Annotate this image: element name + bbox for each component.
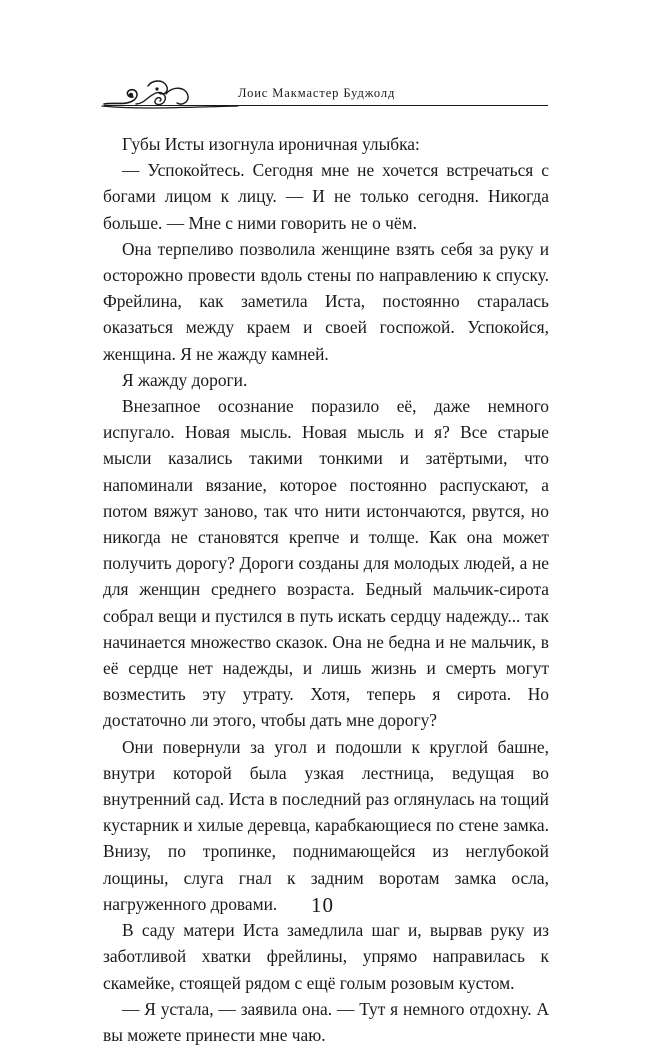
paragraph: — Я устала, — заявила она. — Тут я немного отдохну. А вы можете принести мне чаю. [103,998,549,1045]
page-number: 10 [311,893,334,917]
paragraph: — Успокойтесь. Сегодня мне не хочется встречаться с богами лицом к лицу. — И не только сегодня. Никогда больше. — Мне с ними говорить не о чём. [103,160,549,233]
paragraph: Она терпеливо позволила женщине взять себя за руку и осторожно провести вдоль стены по направлению к спуску. Фрейлина, как заметила Иста, постоянно старалась оказаться между краем и своей госпожой. Успокойся, женщина. Я не жажду камней. [103,238,549,364]
header-rule [104,105,548,106]
running-title: Лоис Макмастер Буджолд [238,86,396,100]
flourish-ornament-icon [100,66,240,114]
paragraph: Я жажду дороги. [122,369,248,390]
paragraph: В саду матери Иста замедлила шаг и, вырвав руку из заботливой хватки фрейлины, упрямо направилась к скамейке, стоящей рядом с ещё голым розовым кустом. [103,920,549,993]
paragraph: Губы Исты изогнула ироничная улыбка: [122,134,420,154]
paragraph: Они повернули за угол и подошли к круглой башне, внутри которой была узкая лестница, ведущая во внутренний сад. Иста в последний раз оглянулась на тощий кустарник и хилые деревца, карабкающиеся по стене замка. Внизу, по тропинке, поднимающейся из неглубокой лощины, слуга гнал к задним воротам замка осла, нагруженного дровами. [103,736,549,914]
paragraph: Внезапное осознание поразило её, даже немного испугало. Новая мысль. Новая мысль и я? Все старые мысли казались такими тонкими и затёртыми, что напоминали вязание, которое постоянно распускают, а потом вяжут заново, так что нити истончаются, рвутся, но никогда не становятся крепче и толще. Как она может получить дорогу? Дороги созданы для молодых людей, а не для женщин среднего возраста. Бедный мальчик-сирота собрал вещи и пустился в путь искать сердцу надежду... так начинается множество сказок. Она не бедна и не мальчик, в её сердце нет надежды, и лишь жизнь и смерть могут возместить эту утрату. Хотя, теперь я сирота. Но достаточно ли этого, чтобы дать мне дорогу? [103,396,549,731]
